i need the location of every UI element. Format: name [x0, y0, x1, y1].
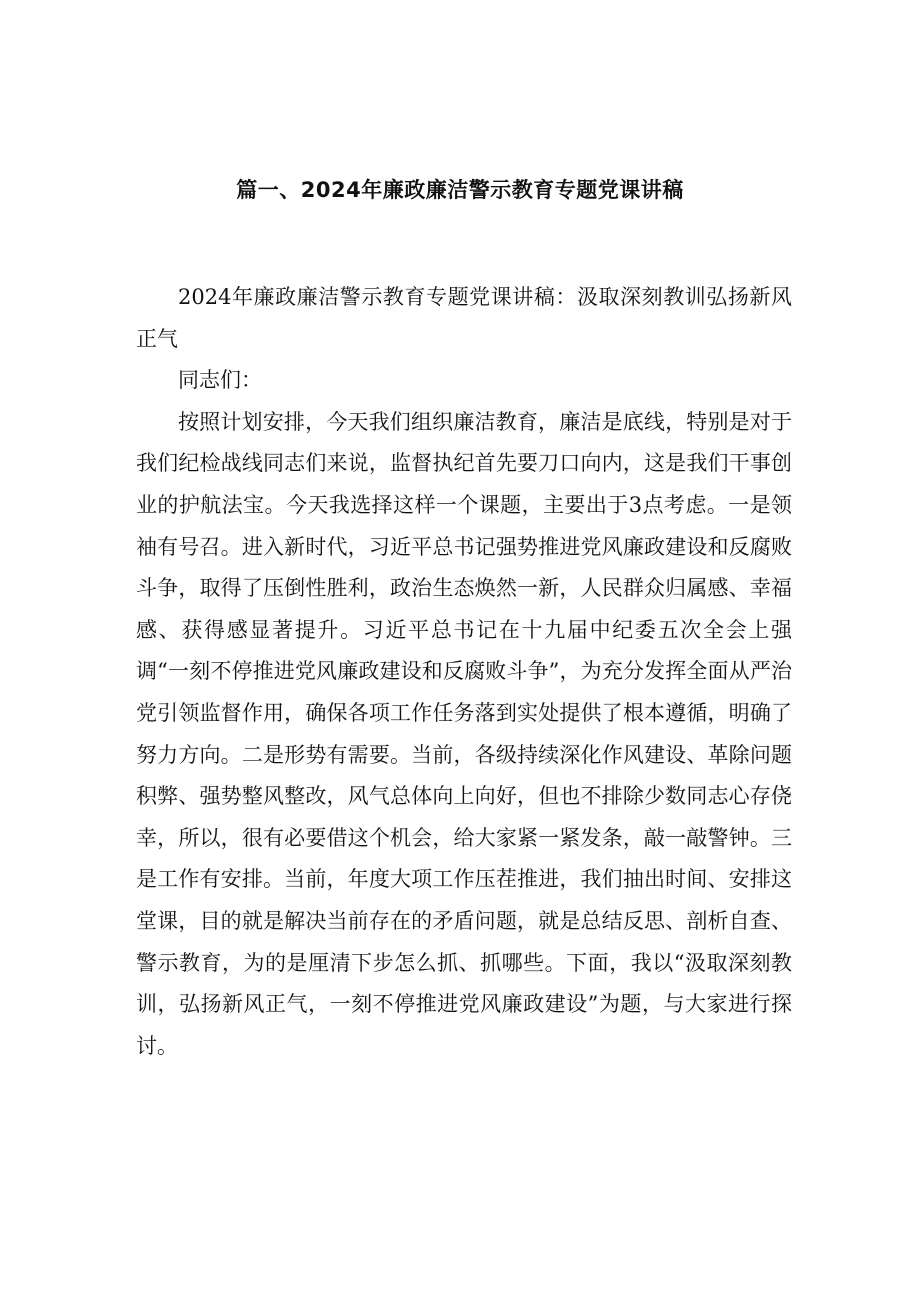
document-body [136, 277, 792, 1067]
speech-subtitle: 2024年廉政廉洁警示教育专题党课讲稿：汲取深刻教训弘扬新风正气 [136, 285, 792, 351]
body-paragraph: 按照计划安排，今天我们组织廉洁教育，廉洁是底线，特别是对于我们纪检战线同志们来说，监督执纪首先要刀口向内，这是我们干事创业的护航法宝。今天我选择这样一个课题，主要出于3点考虑。一是领袖有号召。进入新时代，习近平总书记强势推进党风廉政建设和反腐败斗争，取得了压倒性胜利，政治生态焕然一新，人民群众归属感、幸福感、获得感显著提升。习近平总书记在十九届中纪委五次全会上强调“一刻不停推进党风廉政建设和反腐败斗争”，为充分发挥全面从严治党引领监督作用，确保各项工作任务落到实处提供了根本遵循，明确了努力方向。二是形势有需要。当前，各级持续深化作风建设、革除问题积弊、强势整风整改，风气总体向上向好，但也不排除少数同志心存侥幸，所以，很有必要借这个机会，给大家紧一紧发条，敲一敲警钟。三是工作有安排。当前，年度大项工作压茬推进，我们抽出时间、安排这堂课，目的就是解决当前存在的矛盾问题，就是总结反思、剖析自查、警示教育，为的是厘清下步怎么抓、抓哪些。下面，我以“汲取深刻教训，弘扬新风正气，一刻不停推进党风廉政建设”为题，与大家进行探讨。 [136, 409, 792, 1058]
salutation: 同志们： [178, 368, 262, 393]
document-title: 篇一、2024年廉政廉洁警示教育专题党课讲稿 [236, 178, 684, 202]
